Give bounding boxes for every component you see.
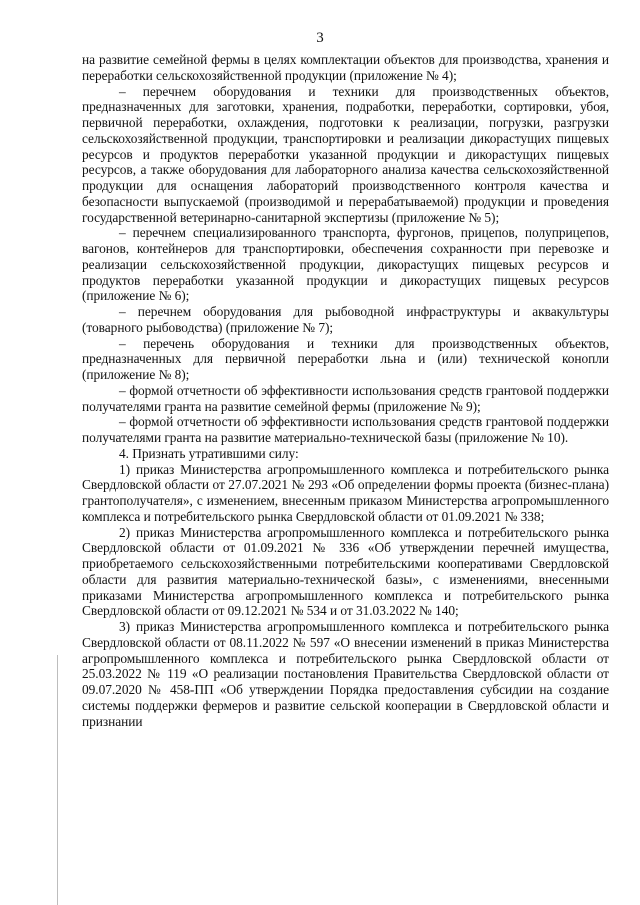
page-number: 3 bbox=[316, 30, 324, 46]
paragraph-report-form-material-base: – формой отчетности об эффективности использования средств грантовой поддержки получателями гранта на развитие материально-технической базы (приложение № 10). bbox=[82, 414, 609, 445]
scan-margin-line bbox=[57, 655, 58, 905]
paragraph-order-1: 1) приказ Министерства агропромышленного комплекса и потребительского рынка Свердловской области от 27.07.2021 № 293 «Об определении формы проекта (бизнес-плана) грантополучателя», с изменением, внесенным приказом Министерства агропромышленного комплекса и потребительского рынка Свердловской области от 01.09.2021 № 338; bbox=[82, 461, 609, 524]
paragraph-continuation: на развитие семейной фермы в целях комплектации объектов для производства, хранения и переработки сельскохозяйственной продукции (приложение № 4); bbox=[82, 52, 609, 83]
paragraph-order-3: 3) приказ Министерства агропромышленного комплекса и потребительского рынка Свердловской области от 08.11.2022 № 597 «О внесении изменений в приказ Министерства агропромышленного комплекса и потребительского рынка Свердловской области от 25.03.2022 № 119 «О реализации постановления Правительства Свердловской области от 09.07.2020 № 458-ПП «Об утверждении Порядка предоставления субсидии на создание системы поддержки фермеров и развитие сельской кооперации в Свердловской области и признании bbox=[82, 619, 609, 729]
paragraph-fish-equipment-list: – перечнем оборудования для рыбоводной инфраструктуры и аквакультуры (товарного рыбоводства) (приложение № 7); bbox=[82, 304, 609, 335]
paragraph-report-form-family-farm: – формой отчетности об эффективности использования средств грантовой поддержки получателями гранта на развитие семейной фермы (приложение № 9); bbox=[82, 382, 609, 414]
document-body bbox=[82, 52, 609, 729]
paragraph-transport-list: – перечнем специализированного транспорта, фургонов, прицепов, полуприцепов, вагонов, контейнеров для транспортировки, обеспечения сохранности при перевозке и реализации сельскохозяйственной продукции, дикорастущих пищевых ресурсов и продуктов переработки указанной продукции и дикорастущих пищевых ресурсов (приложение № 6); bbox=[82, 225, 609, 304]
paragraph-equipment-list: – перечнем оборудования и техники для производственных объектов, предназначенных для заготовки, хранения, подработки, переработки, сортировки, убоя, первичной переработки, охлаждения, подготовки к реализации, погрузки, разгрузки сельскохозяйственной продукции, транспортировки и реализации дикорастущих пищевых ресурсов и продуктов переработки указанной продукции и дикорастущих пищевых ресурсов, а также оборудования для лабораторного анализа качества сельскохозяйственной продукции для оснащения лабораторий производственного контроля качества и безопасности выпускаемой (производимой и перерабатываемой) продукции и проведения государственной ветеринарно-санитарной экспертизы (приложение № 5); bbox=[82, 83, 609, 225]
paragraph-order-2: 2) приказ Министерства агропромышленного комплекса и потребительского рынка Свердловской области от 01.09.2021 № 336 «Об утверждении перечней имущества, приобретаемого сельскохозяйственными потребительскими кооперативами Свердловской области для развития материально-технической базы», с изменениями, внесенными приказами Министерства агропромышленного комплекса и потребительского рынка Свердловской области от 09.12.2021 № 534 и от 31.03.2022 № 140; bbox=[82, 524, 609, 619]
paragraph-flax-equipment-list: – перечень оборудования и техники для производственных объектов, предназначенных для первичной переработки льна и (или) технической конопли (приложение № 8); bbox=[82, 335, 609, 382]
paragraph-item-4-heading: 4. Признать утратившими силу: bbox=[119, 445, 299, 461]
